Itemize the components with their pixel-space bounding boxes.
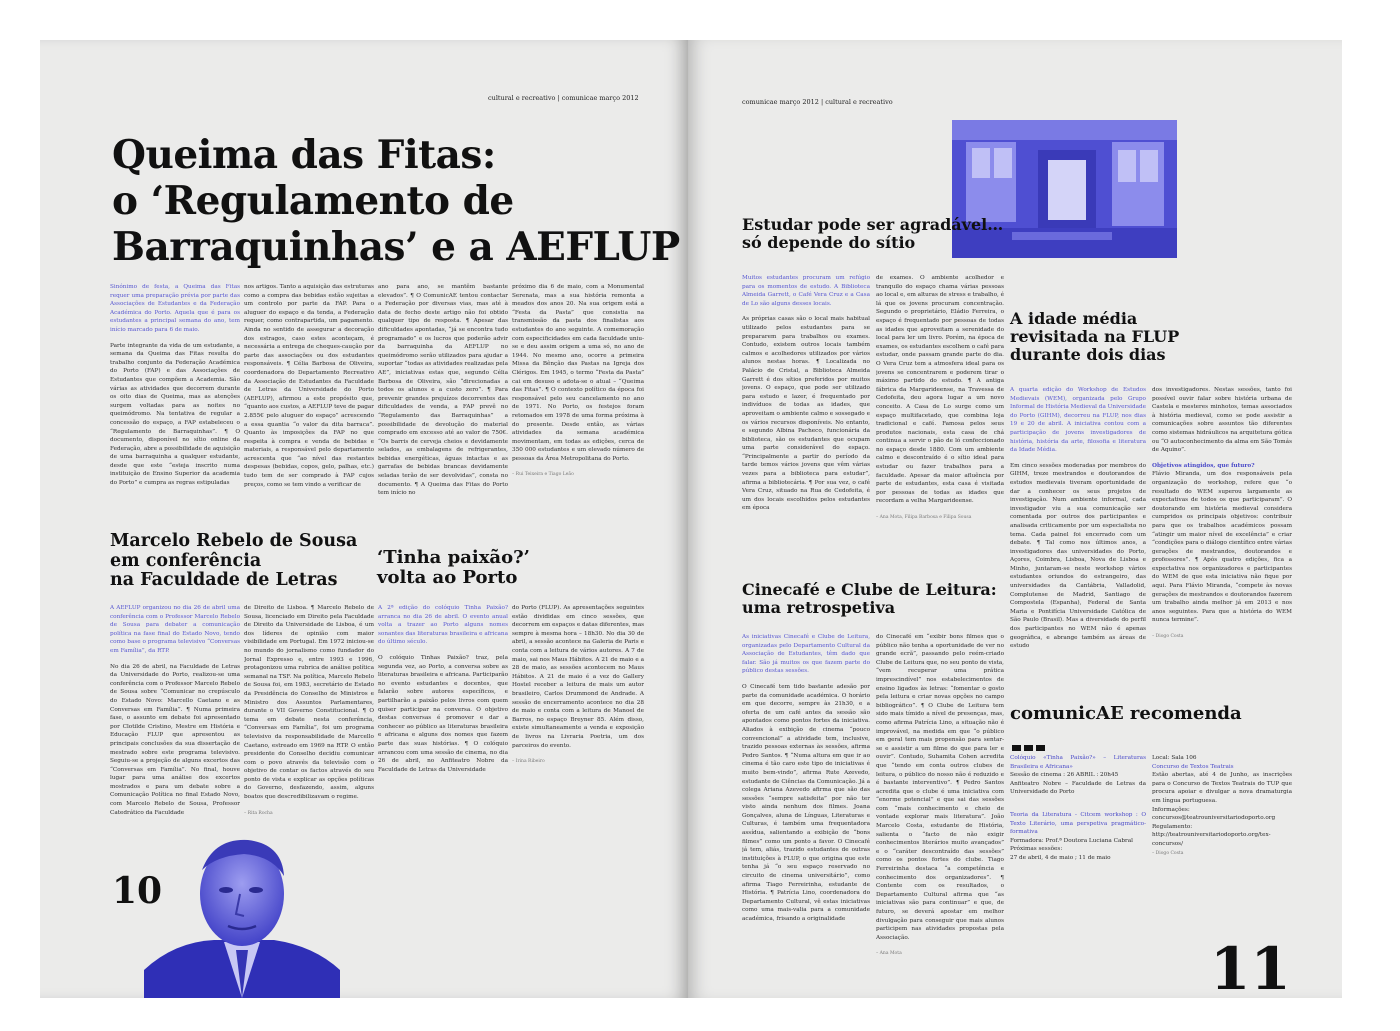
recomenda-squares-icon (1012, 736, 1048, 755)
idade-lead: A quarta edição do Workshop de Estudos Medievais (WEM), organizada pelo Grupo Informal de História Medieval da Universidade do Porto (GIHM), decorreu na FLUP, nos dias 19 e 20 de abril. A iniciativa contou com a participação de jovens investigadores de história, história da arte, filosofia e literatura da Idade Média. (1010, 387, 1146, 454)
queima-col-2: nos artigos. Tanto a aquisição das estruturas como a compra das bebidas estão sujeitas a um controlo por parte da FAP. Para o aluguer do espaço e da tenda, a Federação requer, como contrapartida, um pagamento. Ainda no sentido de assegurar a decoração dos estragos, caso estes aconteçam, é necessária a entrega de cheques-caução por parte das associações ou dos estudantes responsáveis. ¶ Célia Barbosa de Oliveira, coordenadora do Departamento Recreativo da Associação de Estudantes da Faculdade de Letras da Universidade do Porto (AEFLUP), afirmou a este propósito que, “quanto aos custos, a AEFLUP teve de pagar 2.855€ pelo aluguer do espaço” acrescendo a essa quantia “o valor da dita barraca”. Quanto às imposições da FAP no que respeita à compra e venda de bebidas e materiais, a responsável pelo departamento acrescenta que “ao nível das restantes despesas (bebidas, copos, gelo, palhas, etc.) tudo tem de ser comprado à FAP cujos preços, como se tem vindo a verificar de (244, 284, 374, 488)
queima-col-3: ano para ano, se mantêm bastante elevados”. ¶ O ComunicAE tentou contactar a Federação por diversas vias, mas até à data de fecho deste artigo não foi obtido qualquer tipo de resposta. ¶ Apesar das dificuldades apontadas, “já se encontra tudo programado” e os lucros que poderão advir da barraquinha da AEFLUP no queimódromo serão utilizados para ajudar a suportar “todas as atividades realizadas pela AE”, iniciativas estas que, segundo Célia Barbosa de Oliveira, são “direcionadas a todos os alunos e a custo zero”. ¶ Para prevenir grandes prejuízos decorrentes das dificuldades de venda, a FAP prevê no “Regulamento das Barraquinhas” a possibilidade de devolução do material comprado em excesso até ao valor de 750€. “Os barris de cerveja cheios e devidamente selados, as embalagens de refrigerantes, bebidas energéticas, águas intactas e as garrafas de bebidas brancas devidamente seladas terão de ser devolvidas”, consta no documento. ¶ A Queima das Fitas do Porto tem início no (378, 284, 508, 497)
estudar-body-1: As próprias casas são o local mais habitual utilizado pelos estudantes para se prepararem para trabalhos ou exames. Contudo, existem outros locais também calmos e acolhedores utilizados por vários alunos nestas horas. ¶ Localizada no Palácio de Cristal, a Biblioteca Almeida Garrett é dos sítios preferidos por muitos jovens. O espaço, que pode ser utilizado para estudo e lazer, é frequentado por indivíduos de todas as idades, que aproveitam o ambiente calmo e sossegado e os vários recursos disponíveis. No entanto, e segundo Albina Pacheco, funcionária da biblioteca, são os estudantes que ocupam uma parte considerável do espaço. “Principalmente a partir do período da tarde temos vários jovens que vêm várias vezes para a biblioteca para estudar”, afirma a bibliotecária. ¶ Por sua vez, o café Vera Cruz, situado na Rua de Cedofeita, é um dos locais escolhidos pelos estudantes em época (742, 316, 870, 512)
queima-body-4: próximo dia 6 de maio, com a Monumental Serenata, mas a sua história remonta a meados dos anos 20. Na sua origem está a “Festa da Pasta” que consistia na transmissão da pasta dos finalistas aos estudantes do ano seguinte. A comemoração com especificidades em cada faculdade uniu-se e deu assim origem a uma só, no ano de 1944. No mesmo ano, ocorre a primeira Missa da Bênção das Pastas na Igreja dos Clérigos. Em 1945, o termo “Festa da Pasta” cai em desuso e adota-se o atual – “Queima das Fitas”. ¶ O contexto político da época foi responsável pelo seu cancelamento no ano de 1971. No Porto, os festejos foram retomados em 1978 de uma forma próxima à do presente. Desde então, as várias atividades da semana académica movimentam, em todas as edições, cerca de 350 000 estudantes e um elevado número de pessoas da Área Metropolitana do Porto. (512, 284, 644, 462)
recomenda-title: comunicAE recomenda (1010, 703, 1242, 724)
running-head-right: comunicae março 2012 | cultural e recreativo (742, 98, 893, 106)
marcelo-body-2: de Direito de Lisboa. ¶ Marcelo Rebelo de Sousa, licenciado em Direito pela Faculdade de Direito da Universidade de Lisboa, é um dos líderes de opinião com maior visibilidade em Portugal. Em 1972 iniciou-se no mundo do jornalismo como fundador do Jornal Expresso e, entre 1993 e 1996, protagonizou uma rubrica de análise política semanal na TSF. Na política, Marcelo Rebelo de Sousa foi, em 1983, secretário de Estado da Presidência do Conselho de Ministros e Ministro dos Assuntos Parlamentares, durante o VII Governo Constitucional. ¶ O tema em debate nesta conferência, “Conversas em Família”, foi um programa televisivo da responsabilidade de Marcello Caetano, estreado em 1969 na RTP. O então presidente do Conselho decidiu comunicar com o povo através da televisão com o objetivo de contar os factos através do seu ponto de vista e explicar as opções políticas do Governo, desfazendo, assim, alguns boatos que descredibilizavam o regime. (244, 605, 374, 801)
marcelo-title-line-1: Marcelo Rebelo de Sousa (110, 531, 358, 551)
cinecafe-byline: – Ana Mota (876, 951, 902, 957)
cinecafe-body-1: O Cinecafé tem tido bastante adesão por parte da comunidade académica. O horário em que decorre, sempre às 21h30, e a oferta de um café antes da sessão são apontados como pontos fortes da iniciativa. Aliados à exibição de cinema “pouco convencional” a atividade tem, inclusive, trazido pessoas externas às sessões, afirma Pedro Santos. ¶ “Numa altura em que ir ao cinema é tão caro este tipo de iniciativas é muito bem-vindo”, afirma Rute Azevedo, estudante de Ciências da Comunicação. Já a colega Ariana Azevedo afirma que são das sessões “sempre satisfeita” por não ter visto ainda nenhum dos filmes. Joana Gonçalves, aluna de Línguas, Literaturas e Culturas, é também uma frequentadora assídua, salientando a exibição de “bons filmes” como um ponto a favor. O Cinecafé já tem, aliás, trazido estudantes de outras instituições à FLUP, o que origina que este tenha já “o seu espaço reservado no circuito de cinema universitário”, como afirma Tiago Ferreirinha, estudante de História. ¶ Patrícia Lino, coordenadora do Departamento Cultural, vê estas iniciativas como uma mais-valia para a comunidade académica, frisando a originalidade (742, 683, 870, 922)
headline-line-3: Barraquinhas’ e a AEFLUP (112, 224, 680, 270)
marcelo-col-1 (110, 604, 240, 854)
cinecafe-lead: As iniciativas Cinecafé e Clube de Leitura, organizadas pelo Departamento Cultural da Associação de Estudantes, têm dado que falar. São já muitos os que fazem parte do público destas sessões. (742, 634, 870, 675)
estudar-title-line-1: Estudar pode ser agradável… (742, 215, 1004, 234)
paixao-title-line-1: ‘Tinha paixão?’ (377, 547, 530, 568)
queima-col-4 (512, 283, 644, 545)
estudar-lead: Muitos estudantes procuram um refúgio para os momentos de estudo. A Biblioteca Almeida Garrett, o Café Vera Cruz e a Casa de Lo são alguns desses locais. (742, 275, 870, 307)
idade-title (1010, 310, 1179, 364)
marcelo-body-1: No dia 26 de abril, na Faculdade de Letras da Universidade do Porto, realizou-se uma conferência com o Professor Marcelo Rebelo de Sousa sobre “Comunicar no crepúsculo do Estado Novo: Marcello Caetano e as Conversas em Família”. ¶ Numa primeira fase, o assunto em debate foi apresentado por Clotilde Cristino, Mestre em História e Educação FLUP que apresentou as principais conclusões da sua dissertação de mestrado sobre este programa televisivo. Seguiu-se a projeção de alguns excertos das “Conversas em Família”. No final, houve lugar para uma análise dos excertos mostrados e para um debate sobre a Comunicação Política no final Estado Novo, com Marcelo Rebelo de Sousa, Professor Catedrático da Faculdade (110, 663, 240, 816)
recomenda-item-3-line-1: Estão abertas, até 4 de Junho, as inscrições para o Concurso de Textos Teatrais do TUP que procura apoiar e divulgar a nova dramaturgia em língua portuguesa. (1152, 772, 1292, 804)
idade-byline: – Diogo Costa (1152, 634, 1184, 640)
recomenda-item-1-line-2: Anfiteatro Nobre – Faculdade de Letras da Universidade do Porto (1010, 780, 1146, 796)
cinecafe-title-line-1: Cinecafé e Clube de Leitura: (742, 580, 997, 599)
idade-subhead: Objetivos atingidos, que futuro? (1152, 462, 1255, 469)
page-number-10: 10 (112, 870, 163, 912)
headline-line-2: o ‘Regulamento de (112, 178, 514, 224)
estudar-title (742, 216, 1003, 252)
cinecafe-col-1 (742, 633, 870, 981)
page-number-11: 11 (1210, 935, 1291, 998)
portrait-illustration (144, 830, 340, 998)
recomenda-item-1-line-1: Sessão de cinema : 26 ABRIL : 20h45 (1010, 772, 1119, 779)
queima-byline: – Rui Teixeira e Tiago Leão (512, 472, 574, 478)
estudar-body-2: de exames. O ambiente acolhedor e tranquilo do espaço chama várias pessoas ao local e, em alturas de stress e trabalho, é lá que os jovens procuram concentração. Segundo o proprietário, Eládio Ferreira, o espaço é frequentado por pessoas de todas as idades que aproveitam a serenidade do local para ler um livro. Porém, na época de exames, os estudantes escolhem o café para estudar, onde passam grande parte do dia. O Vera Cruz tem a atmosfera ideal para os jovens se concentrarem e poderem tirar o máximo partido do estudo. ¶ A antiga fábrica da Margarideense, na Travessa de Cedofeita, deu agora lugar a um novo conceito. A Casa de Lo surge como um espaço multifacetado, que combina loja tradicional e café. Famosa pelos seus produtos nacionais, esta casa de chá continua a servir o pão de ló confeccionado no espaço desde 1880. Com um ambiente calmo e descontraído é o sítio ideal para estudar ou fazer trabalhos para a faculdade. Apesar da maior afluência por parte de estudantes, esta casa é visitada por pessoas de todas as idades que recordam a velha Margarideense. (876, 275, 1004, 505)
estudar-title-line-2: só depende do sítio (742, 232, 916, 252)
recomenda-item-3-email[interactable]: concursos@teatrouniversitariodoporto.org (1152, 815, 1276, 822)
marcelo-col-2 (244, 604, 374, 844)
idade-col-1 (1010, 386, 1146, 696)
recomenda-item-2-line-2: Próximas sessões: (1010, 846, 1063, 853)
recomenda-item-2-line-1: Formadora: Prof.ª Doutora Luciana Cabral (1010, 837, 1133, 844)
recomenda-item-2-title: Teoria da Literatura - Citcem workshop : O Texto Literário, uma perspetiva pragmático-formativa (1010, 811, 1146, 836)
marcelo-lead: A AEFLUP organizou no dia 26 de abril uma conferência com o Professor Marcelo Rebelo de Sousa para debater a comunicação política na fase final do Estado Novo, tendo como base o programa televisivo “Conversas em Família”, da RTP. (110, 605, 240, 654)
recomenda-item-3-line-4: Regulamento: (1152, 823, 1193, 830)
recomenda-byline: – Diogo Costa (1152, 850, 1184, 856)
recomenda-local: Local: Sala 106 (1152, 755, 1197, 761)
cinecafe-title-line-2: uma retrospetiva (742, 597, 896, 617)
queima-body-1: Parte integrante da vida de um estudante, a semana da Queima das Fitas resulta do trabalho conjunto da Federação Académica do Porto (FAP) e das Associações de Estudantes que compõem a Academia. São várias as atividades que decorrem durante os oito dias de Queima, mas as atenções surgem voltadas para as noites no queimódromo. Na tentativa de regular a concessão do espaço, a FAP estabeleceu o “Regulamento de Barraquinhas”. ¶ O documento, disponível no sítio online da Federação, abre a possibilidade de aquisição de uma barraquinha a qualquer estudante, desde que este “esteja inscrito numa instituição de Ensino Superior da academia do Porto” e cumpra as regras estipuladas (110, 342, 240, 487)
marcelo-title-line-3: na Faculdade de Letras (110, 570, 338, 591)
paixao-title-line-2: volta ao Porto (377, 567, 518, 589)
marcelo-byline: – Rita Rocha (244, 810, 273, 816)
estudar-col-1 (742, 274, 870, 542)
cinecafe-body-2: do Cinecafé em “exibir bons filmes que o público não tenha a oportunidade de ver no grande ecrã”, passando pelo reém-criado Clube de Leitura que, no seu ponto de vista, “vem recuperar uma prática imprescindível” nos estabelecimentos de ensino ligados às letras: “fomentar o gosto pela leitura e criar novas opções no campo bibliográfico”. ¶ O Clube de Leitura tem sido mais tímido a nível de presenças, mas, como afirma Patrícia Lino, a situação não é improvável, na medida em que “o público em geral tem mais propensão para sentar-se e assistir a um filme do que para ler e ouvir”. Contudo, Suhamita Cohen acredita que “tendo em conta outros clubes de leitura, o público do nosso não é reduzido e é bastante interventivo”. ¶ Pedro Santos acredita que o clube é uma iniciativa com “enorme potencial” e que sai das sessões com “mais conhecimento e cheio de vontade explorar mais literatura”. João Marcelo Costa, estudante de História, salienta o “facto de não exigir conhecimentos literários muito avançados” e o “caráter descontraído das sessões” como os pontos fortes do clube. Tiago Ferreirinha destaca “a competência e conhecimento dos organizadores”. ¶ Contente com os resultados, o Departamento Cultural afirma que “as iniciativas são para continuar” e que, de futuro, se deverá apostar em melhor divulgação para conseguir que mais alunos participem nas atividades propostas pela Associação. (876, 634, 1004, 941)
right-page (688, 40, 1342, 998)
idade-title-line-3: durante dois dias (1010, 344, 1166, 364)
paixao-col-2 (512, 604, 644, 844)
idade-body-2: dos investigadores. Nestas sessões, tanto foi possível ouvir falar sobre história urbana de Castela e mesteres minhotos, temas associados à história medieval, como se pode assistir a comunicações sobre assuntos tão diferentes como sistemas hidráulicos na arquitetura gótica ou “O autoconhecimento da alma em São Tomás de Aquino”. (1152, 387, 1292, 454)
idade-title-line-2: revisitada na FLUP (1010, 326, 1180, 346)
left-page (40, 40, 688, 998)
recomenda-item-1-title: Colóquio «Tinha Paixão?» – Literaturas Brasileira e Africana» (1010, 755, 1146, 770)
paixao-body-1: O colóquio Tinhas Paixão? traz, pela segunda vez, ao Porto, a conversa sobre as literaturas brasileira e africana. Participarão no evento estudantes e docentes, que falarão sobre autores específicos, e partilharão a paixão pelos livros com quem quiser participar na conversa. O objetivo destas conversas é promover e dar a conhecer ao público as literaturas brasileira e africana e alguns dos nomes que fazem parte das suas histórias. ¶ O colóquio arrancou com uma sessão de cinema, no dia 26 de abril, no Anfiteatro Nobre da Faculdade de Letras da Universidade (378, 654, 508, 773)
estudar-col-2 (876, 274, 1004, 540)
queima-col-1 (110, 283, 240, 553)
paixao-byline: – Irina Ribeiro (512, 759, 545, 765)
recomenda-col-1 (1010, 754, 1146, 884)
queima-lead: Sinónimo de festa, a Queima das Fitas requer uma preparação prévia por parte das Associações de Estudantes e da Federação Académica do Porto. Aquela que é para os estudantes a principal semana do ano, tem início marcado para 6 de maio. (110, 284, 240, 333)
paixao-lead: A 2ª edição do colóquio Tinha Paixão? arranca no dia 26 de abril. O evento anual volta a trazer ao Porto alguns nomes sonantes das literaturas brasileira e africana do último século. (378, 605, 508, 646)
headline-line-1: Queima das Fitas: (112, 132, 496, 178)
recomenda-item-3-link[interactable]: http://teatrouniversitariodoporto.org/tex-concursos/ (1152, 832, 1271, 847)
idade-title-line-1: A idade média (1010, 309, 1138, 328)
recomenda-item-3-line-2: Informações: (1152, 806, 1190, 813)
marcelo-title-line-2: em conferência (110, 550, 262, 571)
cinecafe-col-2 (876, 633, 1004, 973)
marcelo-title (110, 532, 357, 591)
idade-body-3: Flávio Miranda, um dos responsáveis pela organização do workshop, refere que “o resultado do WEM superou largamente as expectativas de todos os que participaram”. O doutorando em história medieval considera cumpridos os principais objetivos: contribuir para que os trabalhos académicos possam “atingir um maior nível de excelência” e criar “condições para o diálogo científico entre várias gerações de mestrandos, doutorandos e professores”. ¶ Após quatro edições, fica a expectativa nos organizadores e participantes do WEM de que esta iniciativa não fique por aqui. Para Flávio Miranda, “compete às novas gerações de mestrandos e doutorandos fazerem um trabalho ainda melhor já em 2013 e nos anos seguintes. Para que a história do WEM nunca termine”. (1152, 471, 1292, 624)
idade-body-1: Em cinco sessões moderadas por membros do GIHM, treze mestrandos e doutorandos de estudos medievais tiveram oportunidade de dar a conhecer os seus projetos de investigação. Num ambiente informal, cada investigador viu a sua comunicação ser comentada por outros dos participantes e analisada criticamente por um especialista no tema. Cada painel foi encerrado com um debate. ¶ Tal como nos últimos anos, a investigadores das universidades do Porto, Açores, Coimbra, Lisboa, Nova de Lisboa e Minho, juntaram-se neste workshop vários estudantes oriundos do estrangeiro, das universidades da Cantábria, Valladolid, Complutense de Madrid, Santiago de Compostela (Espanha), Federal de Santa Maria e Pontifícia Universidade Católica de São Paulo (Brasil). Mas a diversidade do perfil dos participantes no WEM não é apenas geográfica, e abrange também as áreas de estudo (1010, 462, 1146, 650)
paixao-col-1 (378, 604, 508, 844)
idade-col-2 (1152, 386, 1292, 694)
main-headline (112, 132, 680, 270)
cinecafe-title (742, 581, 997, 617)
recomenda-item-3-title: Concurso de Textos Teatrais (1152, 763, 1234, 770)
paixao-body-2: do Porto (FLUP). As apresentações seguintes estão divididas em cinco sessões, que decorrem em espaços e datas diferentes, mas sempre à mesma hora – 18h30. No dia 30 de abril, a sessão acontece na Galeria de Paris e conta com a leitura de vários autores. A 7 de maio, sai nos Maus Hábitos. A 21 de maio e a 28 de maio, as sessões acontecem no Maus Hábitos. A 21 de maio é a vez do Gallery Hostel receber a leitura de mais um autor brasileiro, Carlos Drummond de Andrade. A sessão de encerramento acontece no dia 28 de maio e conta com a leitura de Manoel de Barros, no espaço Breyner 85. Além disso, existe simultaneamente a venda e exposição de livros na Livraria Poetria, um dos parceiros do evento. (512, 605, 644, 749)
running-head-left: cultural e recreativo | comunicae março 2012 (488, 94, 639, 102)
paixao-title (377, 548, 530, 588)
recomenda-col-2 (1152, 754, 1292, 874)
estudar-byline: – Ana Mota, Filipa Barbosa e Filipa Sousa (876, 515, 972, 521)
portrait-photo (144, 830, 340, 998)
recomenda-item-2-line-3: 27 de abril, 4 de maio ; 11 de maio (1010, 854, 1111, 861)
